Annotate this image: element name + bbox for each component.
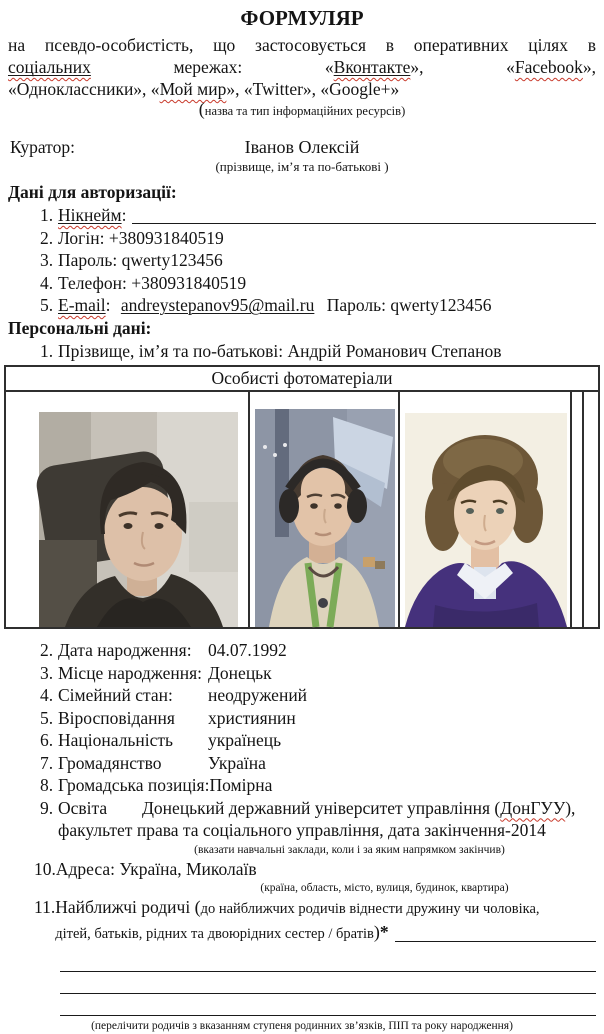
- email-password: Пароль: qwerty123456: [326, 295, 492, 315]
- network-facebook: «Facebook»,: [506, 57, 597, 77]
- photo-table-row: [6, 392, 598, 627]
- auth-item-email: 5. E-mail: andreystepanov95@mail.ru Пароль: qwerty123456: [40, 295, 492, 315]
- relatives-blank-line-3: [60, 995, 596, 1016]
- personal-item-fullname: 1. Прізвище, ім’я та по-батькові: Андрій Романович Степанов: [40, 340, 502, 361]
- form-title: ФОРМУЛЯР: [240, 6, 364, 30]
- personal-item-marital: 4. Сімейний стан: неодружений: [40, 685, 308, 705]
- auth-item-password: 3. Пароль: qwerty123456: [40, 250, 223, 270]
- intro-line-1: на псевдо-особистість, що застосовується в оперативних цілях в: [8, 35, 596, 55]
- auth-item-phone: 4. Телефон: +380931840519: [40, 272, 247, 293]
- email-address: andreystepanov95@mail.ru: [120, 295, 315, 315]
- personal-item-birthdate: 2. Дата народження: 04.07.1992: [40, 640, 287, 660]
- personal-item-civic-position: 8. Громадська позиція:Помірна: [40, 775, 273, 795]
- relatives-caption: (перелічити родичів з вказанням ступеня родинних зв’язків, ПІП та року народження): [91, 1020, 513, 1032]
- auth-section-heading: Дані для авторизації:: [8, 182, 177, 202]
- headphones-venue-photo: [255, 409, 395, 627]
- network-vkontakte: «Вконтакте»,: [324, 57, 424, 77]
- intro-line-3: «Одноклассники», «Мой мир», «Twitter», «Google+»: [8, 79, 400, 99]
- relatives-blank-line-0: [389, 921, 596, 946]
- photo-cell-3: [400, 392, 572, 627]
- nickname-blank-line: [126, 204, 596, 227]
- photo-cell-1: [6, 392, 250, 627]
- misspelled-word: Мой мир: [159, 79, 227, 99]
- misspelled-word: ДонГУУ: [500, 797, 566, 818]
- intro-caption: (назва та тип інформаційних ресурсів): [198, 99, 406, 119]
- photo-table: [4, 365, 600, 629]
- misspelled-word: E-mail: [58, 295, 106, 315]
- personal-item-education: 9. Освіта Донецький державний університет управління (ДонГУУ), факультет права та соціального управління, дата закінчення-2014: [40, 797, 576, 840]
- personal-section-heading: Персональні дані:: [8, 317, 152, 338]
- auth-item-login: 2. Логін: +380931840519: [40, 227, 224, 248]
- personal-item-citizenship: 7. Громадянство Україна: [40, 752, 266, 773]
- photo-table-header: Особисті фотоматеріали: [6, 367, 598, 392]
- personal-item-relatives: 11. Найближчі родичі (до найближчих родичів віднести дружину чи чоловіка, дітей, батьків, рідних та двоюрідних сестер / братів)*: [8, 896, 596, 945]
- curator-row: [8, 136, 596, 159]
- photo-cell-spacer-1: [572, 392, 584, 627]
- intro-line-2: соціальних мережах: «Вконтакте», «Facebook»,: [8, 57, 597, 77]
- relatives-blank-line-1: [60, 951, 596, 972]
- personal-item-birthplace: 3. Місце народження: Донецьк: [40, 662, 272, 683]
- photo-cell-2: [250, 392, 400, 627]
- relatives-blank-line-2: [60, 973, 596, 994]
- personal-item-address: 10. Адреса: Україна, Миколаїв: [34, 858, 257, 879]
- car-selfie-photo: [39, 412, 238, 627]
- misspelled-word: соціальних: [8, 57, 91, 77]
- misspelled-word: Нікнейм: [58, 205, 122, 225]
- auth-item-nickname: 1. Нікнейм:: [8, 204, 596, 227]
- personal-item-nationality: 6. Національність українець: [40, 730, 282, 750]
- passport-style-photo: [405, 413, 567, 627]
- photo-cell-spacer-2: [584, 392, 598, 627]
- curator-caption: (прізвище, ім’я та по-батькові ): [215, 159, 389, 174]
- address-caption: (країна, область, місто, вулиця, будинок, квартира): [260, 882, 509, 894]
- education-caption: (вказати навчальні заклади, коли і за яким напрямком закінчив): [194, 843, 505, 856]
- personal-item-religion: 5. Віросповідання християнин: [40, 707, 296, 728]
- curator-label: Куратор:: [10, 137, 75, 157]
- curator-name: Іванов Олексій: [244, 137, 360, 157]
